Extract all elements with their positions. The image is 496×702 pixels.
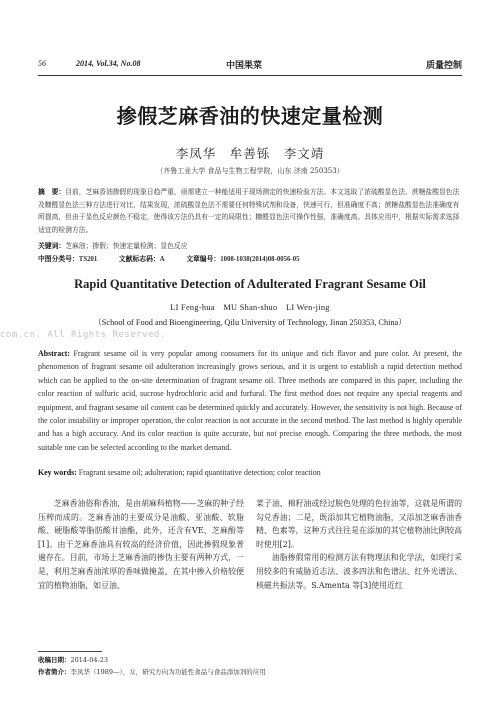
abstract-english [38,347,462,454]
journal-name: 中国果菜 [226,61,263,71]
authors-chinese: 李凤华 牟善铄 李文靖 [175,146,325,161]
doc-code-value: A [159,256,165,263]
abstract-en-label: Abstract: [38,349,70,358]
abstract-en-text: Fragrant sesame oil is very popular among consumers for its unique and rich flavor and pure color. At present, the phenomenon of fragrant sesame oil adulteration increasingly grows serious, and it is urgent to establish a rapid detection method which can be applied to the on-site determination of fragrant sesame oil. Three methods are compared in this paper, including the color reaction of sulfuric acid, sucrose hydrochloric acid and furfural. The first method does not require any special reagents and equipment, and fragrant sesame oil content can be determined quickly and accurately. However, the sensitivity is not high. Because of the color instability or improper operation, the color reaction is not accurate in the second method. The last method is highly operable and has a high accuracy. And its color reaction is quite accurate, but not precise enough. Comparing the three methods, the most suitable one can be selected according to the market demand. [38,349,462,452]
article-number-label: 文章编号： [186,255,221,263]
keywords-cn-text: 芝麻油；掺假；快速定量检测；显色反应 [65,242,188,250]
author-bio-label: 作者简介： [38,668,71,676]
affiliation-chinese: （齐鲁工业大学 食品与生物工程学院，山东 济南 250353） [156,167,344,175]
volume-info: 2014, Vol.34, No.08 [76,59,141,68]
watermark: com.cn. All Rights Reserved. [0,330,166,340]
footnote-received [38,655,462,664]
classification-line [38,253,462,263]
doc-code-label: 文献标志码： [118,255,160,263]
keywords-english [38,468,462,477]
clc-label: 中图分类号： [38,255,79,263]
body-paragraph: 菜子油、棉籽油或经过脱色处理的色拉油等，这就是所谓的勾兑香油；二是，既添加其它植物油脂，又添加芝麻香油香精、色素等，这种方式往往是在添加的其它植物油比例较高时使用[2]。 [256,499,462,549]
body-column-left [38,497,244,592]
title-english: Rapid Quantitative Detection of Adulterated Fragrant Sesame Oil [74,277,426,291]
keywords-chinese [38,240,462,250]
page-number: 56 [38,59,46,68]
keywords-en-text: Fragrant sesame oil; adulteration; rapid quantitative detection; color reaction [78,468,321,477]
header-rule [38,75,462,76]
keywords-en-label: Key words: [38,468,77,477]
running-header [38,59,462,73]
article-number-value: 1008-1038(2014)08-0056-05 [220,256,300,263]
keywords-cn-label: 关键词： [38,242,66,250]
clc-value: TS201 [78,256,98,263]
abstract-chinese [38,186,462,236]
footnote-author [38,667,462,676]
authors-english: LI Feng-hua MU Shan-shuo LI Wen-jing [170,303,330,312]
abstract-cn-text: 目前，芝麻香油掺假的现象日趋严重，亟需建立一种能适用于现场测定的快速检验方法。本文选取了浓硫酸显色法、蔗糖盐酸显色法及糠醛显色法三种方法进行对比，结果发现，浓硫酸显色法不需要任何特殊试剂和设备，快速可行，但准确度不高；蔗糖盐酸显色法准确度有所提高，但由于显色反应颜色不稳定，使得该方法仍具有一定的局限性；糠醛显色法可操作性强，准确度高。具体应用中，根据实际需求选择适宜的检测方法。 [38,188,460,234]
affiliation-english: （School of Food and Bioengineering, Qilu University of Technology, Jinan 250353, China） [93,318,407,327]
title-chinese: 掺假芝麻香油的快速定量检测 [116,104,384,128]
body-paragraph: 油脂掺假常用的检测方法有物理法和化学法，如现行采用较多的有威胁近志法、波多四法和色谱法、红外光谱法、核磁共振法等。S.Amenta 等[3]使用近红 [256,553,462,590]
body-column-right [256,497,462,592]
author-bio: 李凤华（1989—），女，研究方向为功能性食品与食品添加剂的应用 [70,668,266,676]
received-date: 2014-04-23 [70,656,108,664]
section-name: 质量控制 [425,61,462,71]
received-label: 收稿日期： [38,656,71,664]
abstract-cn-label: 摘 要： [38,188,66,196]
body-paragraph: 芝麻香油俗称香油，是由胡麻科植物——芝麻的种子经压榨而成的。芝麻香油的主要成分是油酸、亚油酸、软脂酸、硬脂酸等脂肪酸甘油酯，此外，还含有VE、芝麻酚等[1]。由于芝麻香油具有较高的经济价值，因此掺假现象普遍存在。目前，市场上芝麻香油的掺伪主要有两种方式，一是，利用芝麻香油浓厚的香味做掩盖，在其中掺入价格较便宜的植物油脂，如豆油、 [38,499,244,590]
footnote-rule [38,651,102,652]
